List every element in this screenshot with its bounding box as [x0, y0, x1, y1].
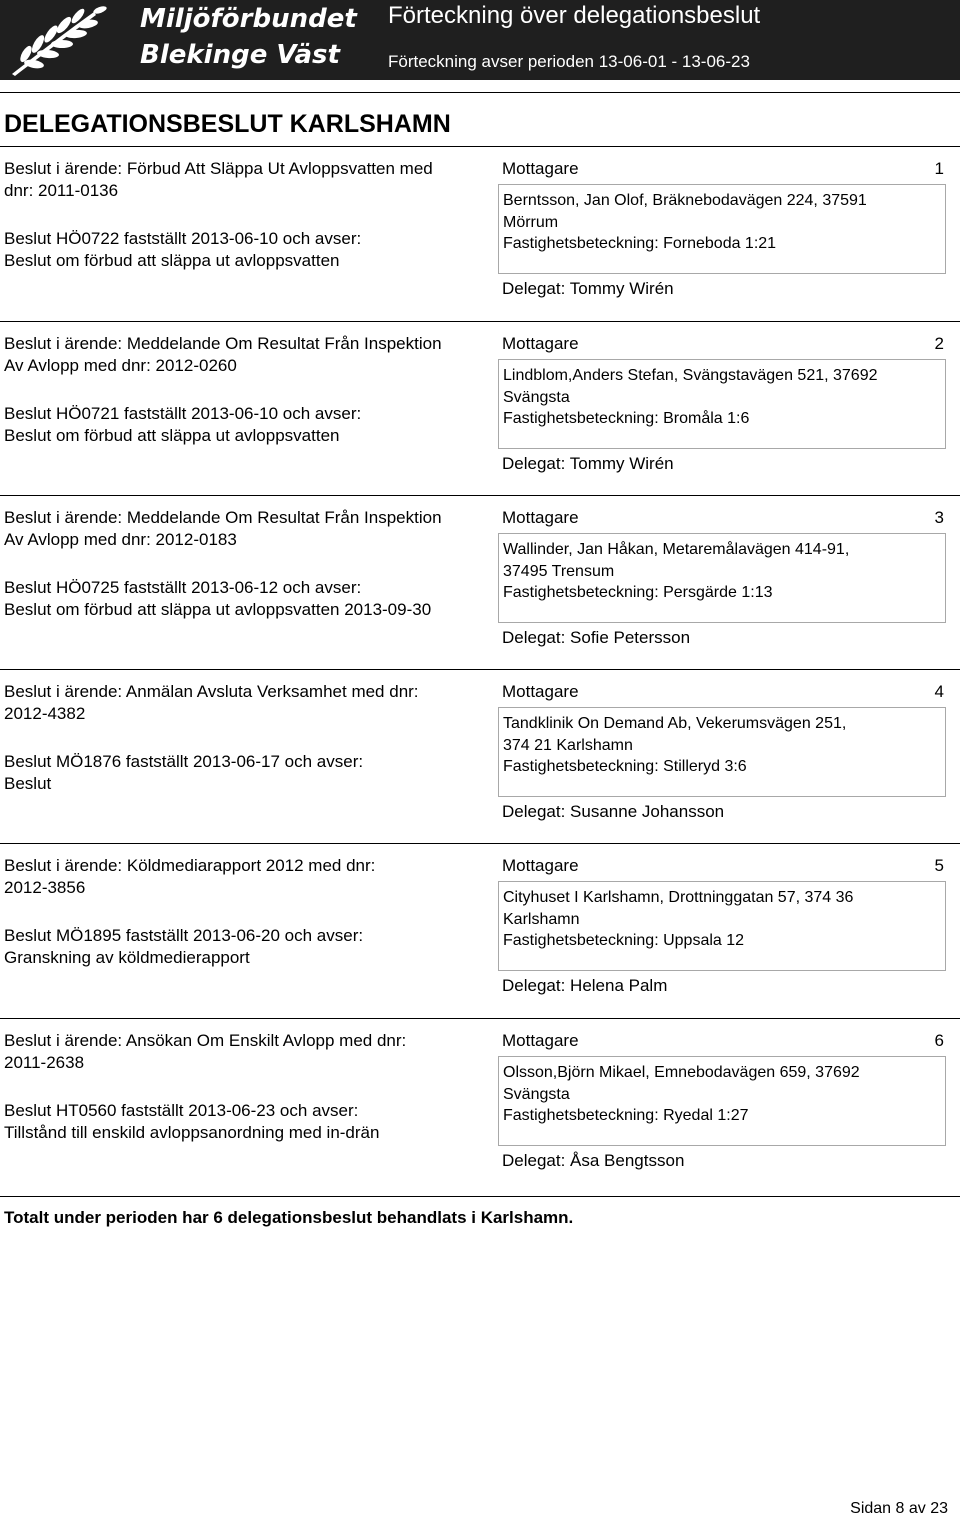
decision-row	[0, 855, 960, 1029]
decision-line-1: Beslut HÖ0725 fastställt 2013-06-12 och avser:	[4, 578, 362, 597]
recipient-line-2: Svängsta	[503, 1085, 570, 1103]
document-title: Förteckning över delegationsbeslut	[388, 2, 761, 29]
recipient-label: Mottagare	[502, 159, 579, 178]
delegate: Delegat: Sofie Petersson	[502, 628, 691, 647]
item-number: 4	[934, 682, 944, 701]
case-line-2: 2012-3856	[4, 878, 86, 897]
row-divider	[0, 1018, 960, 1019]
decision-line-1: Beslut MÖ1876 fastställt 2013-06-17 och avser:	[4, 752, 364, 771]
decision-line-1: Beslut MÖ1895 fastställt 2013-06-20 och avser:	[4, 926, 364, 945]
property-designation: Fastighetsbeteckning: Persgärde 1:13	[503, 584, 773, 601]
recipient-line-2: 374 21 Karlshamn	[503, 736, 633, 754]
org-name-line1: Miljöförbundet	[140, 4, 357, 34]
footer-divider	[0, 1196, 960, 1197]
recipient-line-1: Lindblom,Anders Stefan, Svängstavägen 521, 37692	[503, 367, 878, 384]
case-info	[4, 158, 492, 272]
case-info	[4, 681, 492, 795]
case-line-1: Beslut i ärende: Meddelande Om Resultat Från Inspektion	[4, 508, 442, 527]
decision-row	[0, 507, 960, 681]
org-name-line2: Blekinge Väst	[140, 40, 340, 70]
recipient-line-2: Mörrum	[503, 213, 559, 231]
case-info	[4, 1030, 492, 1144]
property-designation: Fastighetsbeteckning: Forneboda 1:21	[503, 235, 777, 252]
page-number: Sidan 8 av 23	[850, 1500, 948, 1517]
recipient-line-1: Olsson,Björn Mikael, Emnebodavägen 659, 37692	[503, 1064, 860, 1081]
recipient-box	[498, 533, 946, 623]
section-title: DELEGATIONSBESLUT KARLSHAMN	[4, 110, 451, 138]
recipient-line-1: Berntsson, Jan Olof, Bräknebodavägen 224, 37591	[503, 192, 867, 209]
recipient-box	[498, 359, 946, 449]
recipient-line-2: 37495 Trensum	[503, 562, 615, 580]
recipient-line-1: Cityhuset I Karlshamn, Drottninggatan 57, 374 36	[503, 889, 854, 906]
row-divider	[0, 146, 960, 147]
item-number: 6	[934, 1031, 944, 1050]
decision-line-2: Granskning av köldmedierapport	[4, 948, 250, 967]
case-info	[4, 507, 492, 621]
decision-line-2: Beslut om förbud att släppa ut avloppsvatten	[4, 426, 340, 445]
case-line-1: Beslut i ärende: Meddelande Om Resultat Från Inspektion	[4, 334, 442, 353]
case-line-1: Beslut i ärende: Förbud Att Släppa Ut Avloppsvatten med	[4, 159, 433, 178]
page-header	[0, 0, 960, 80]
recipient-line-1: Wallinder, Jan Håkan, Metaremålavägen 414-91,	[503, 541, 850, 558]
recipient-line-2: Karlshamn	[503, 910, 580, 928]
item-number: 5	[934, 856, 944, 875]
case-line-2: dnr: 2011-0136	[4, 181, 119, 200]
recipient-box	[498, 184, 946, 274]
decision-line-1: Beslut HÖ0722 fastställt 2013-06-10 och avser:	[4, 229, 362, 248]
case-line-2: 2011-2638	[4, 1053, 85, 1072]
period-text: Förteckning avser perioden 13-06-01 - 13-06-23	[388, 52, 750, 71]
property-designation: Fastighetsbeteckning: Stilleryd 3:6	[503, 758, 747, 775]
leaf-logo-icon	[4, 2, 154, 78]
decision-row	[0, 333, 960, 507]
decision-row	[0, 158, 960, 332]
summary-total: Totalt under perioden har 6 delegationsbeslut behandlats i Karlshamn.	[4, 1208, 574, 1227]
recipient-label: Mottagare	[502, 856, 579, 875]
property-designation: Fastighetsbeteckning: Uppsala 12	[503, 932, 745, 949]
decision-line-1: Beslut HT0560 fastställt 2013-06-23 och avser:	[4, 1101, 359, 1120]
case-line-1: Beslut i ärende: Anmälan Avsluta Verksamhet med dnr:	[4, 682, 419, 701]
row-divider	[0, 669, 960, 670]
case-line-2: Av Avlopp med dnr: 2012-0183	[4, 530, 237, 549]
property-designation: Fastighetsbeteckning: Bromåla 1:6	[503, 410, 750, 427]
decision-row	[0, 681, 960, 855]
delegate: Delegat: Åsa Bengtsson	[502, 1151, 685, 1170]
recipient-label: Mottagare	[502, 508, 579, 527]
recipient-box	[498, 707, 946, 797]
item-number: 2	[934, 334, 944, 353]
decision-line-1: Beslut HÖ0721 fastställt 2013-06-10 och avser:	[4, 404, 362, 423]
delegate: Delegat: Susanne Johansson	[502, 802, 725, 821]
case-line-2: 2012-4382	[4, 704, 86, 723]
case-line-1: Beslut i ärende: Ansökan Om Enskilt Avlopp med dnr:	[4, 1031, 407, 1050]
recipient-label: Mottagare	[502, 334, 579, 353]
case-line-2: Av Avlopp med dnr: 2012-0260	[4, 356, 237, 375]
decision-line-2: Beslut om förbud att släppa ut avloppsvatten	[4, 251, 340, 270]
delegate: Delegat: Tommy Wirén	[502, 454, 674, 473]
item-number: 3	[934, 508, 944, 527]
case-line-1: Beslut i ärende: Köldmediarapport 2012 med dnr:	[4, 856, 376, 875]
recipient-box	[498, 1056, 946, 1146]
recipient-label: Mottagare	[502, 1031, 579, 1050]
row-divider	[0, 321, 960, 322]
delegate: Delegat: Helena Palm	[502, 976, 668, 995]
decision-line-2: Beslut om förbud att släppa ut avloppsvatten 2013-09-30	[4, 600, 432, 619]
row-divider	[0, 843, 960, 844]
header-divider	[0, 92, 960, 93]
delegate: Delegat: Tommy Wirén	[502, 279, 674, 298]
decision-line-2: Tillstånd till enskild avloppsanordning med in-drän	[4, 1123, 380, 1142]
decision-row	[0, 1030, 960, 1204]
item-number: 1	[934, 159, 944, 178]
recipient-line-2: Svängsta	[503, 388, 570, 406]
recipient-label: Mottagare	[502, 682, 579, 701]
row-divider	[0, 495, 960, 496]
recipient-box	[498, 881, 946, 971]
decision-line-2: Beslut	[4, 774, 52, 793]
recipient-line-1: Tandklinik On Demand Ab, Vekerumsvägen 251,	[503, 715, 847, 732]
property-designation: Fastighetsbeteckning: Ryedal 1:27	[503, 1107, 749, 1124]
case-info	[4, 333, 492, 447]
case-info	[4, 855, 492, 969]
